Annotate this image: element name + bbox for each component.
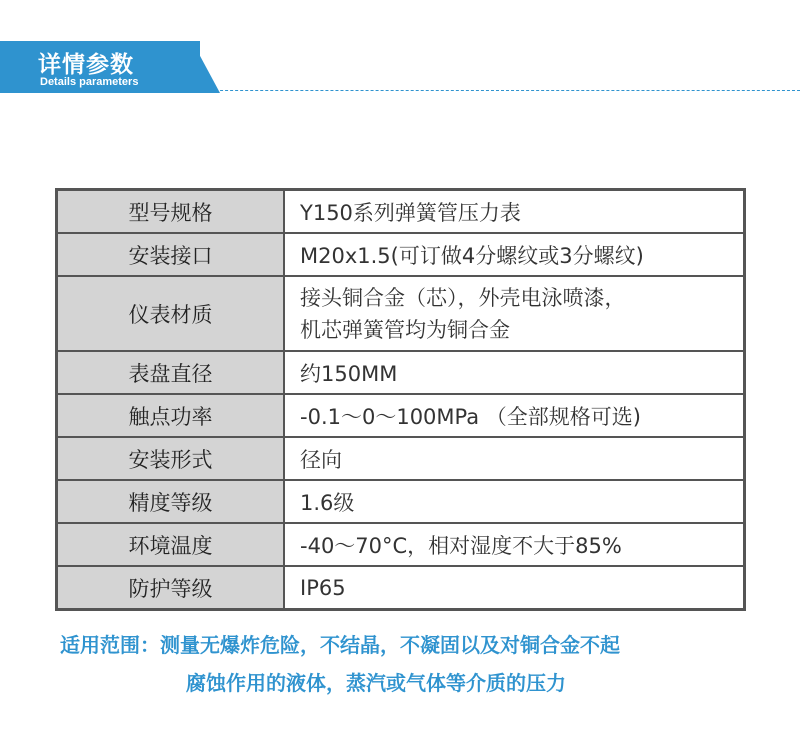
table-row [57, 190, 745, 234]
section-title: 详情参数 [38, 52, 134, 78]
spec-value: 约150MM [284, 351, 745, 394]
usage-note-line: 腐蚀作用的液体，蒸汽或气体等介质的压力 [186, 671, 566, 695]
usage-note [60, 626, 750, 702]
table-row [57, 394, 745, 437]
spec-label: 安装接口 [57, 233, 285, 276]
spec-value: IP65 [284, 566, 745, 610]
spec-label: 表盘直径 [57, 351, 285, 394]
spec-value: -40～70°C，相对湿度不大于85% [284, 523, 745, 566]
spec-value: Y150系列弹簧管压力表 [284, 190, 745, 234]
spec-label: 防护等级 [57, 566, 285, 610]
table-row [57, 276, 745, 351]
table-row [57, 566, 745, 610]
spec-table [55, 188, 746, 611]
spec-value [284, 276, 745, 351]
spec-label: 触点功率 [57, 394, 285, 437]
spec-label: 仪表材质 [57, 276, 285, 351]
spec-label: 精度等级 [57, 480, 285, 523]
spec-label: 型号规格 [57, 190, 285, 234]
spec-value-line: 接头铜合金（芯），外壳电泳喷漆， [300, 285, 626, 310]
spec-value: 1.6级 [284, 480, 745, 523]
header-divider [200, 90, 800, 91]
section-subtitle: Details parameters [40, 76, 139, 88]
table-row [57, 233, 745, 276]
usage-note-line: 适用范围：测量无爆炸危险，不结晶，不凝固以及对铜合金不起 [60, 633, 620, 657]
table-row [57, 523, 745, 566]
table-row [57, 351, 745, 394]
spec-value: M20x1.5(可订做4分螺纹或3分螺纹) [284, 233, 745, 276]
spec-value: -0.1～0～100MPa （全部规格可选) [284, 394, 745, 437]
spec-value: 径向 [284, 437, 745, 480]
table-row [57, 437, 745, 480]
spec-value-line: 机芯弹簧管均为铜合金 [300, 317, 510, 342]
table-row [57, 480, 745, 523]
section-header-notch [192, 41, 220, 93]
spec-label: 环境温度 [57, 523, 285, 566]
spec-label: 安装形式 [57, 437, 285, 480]
